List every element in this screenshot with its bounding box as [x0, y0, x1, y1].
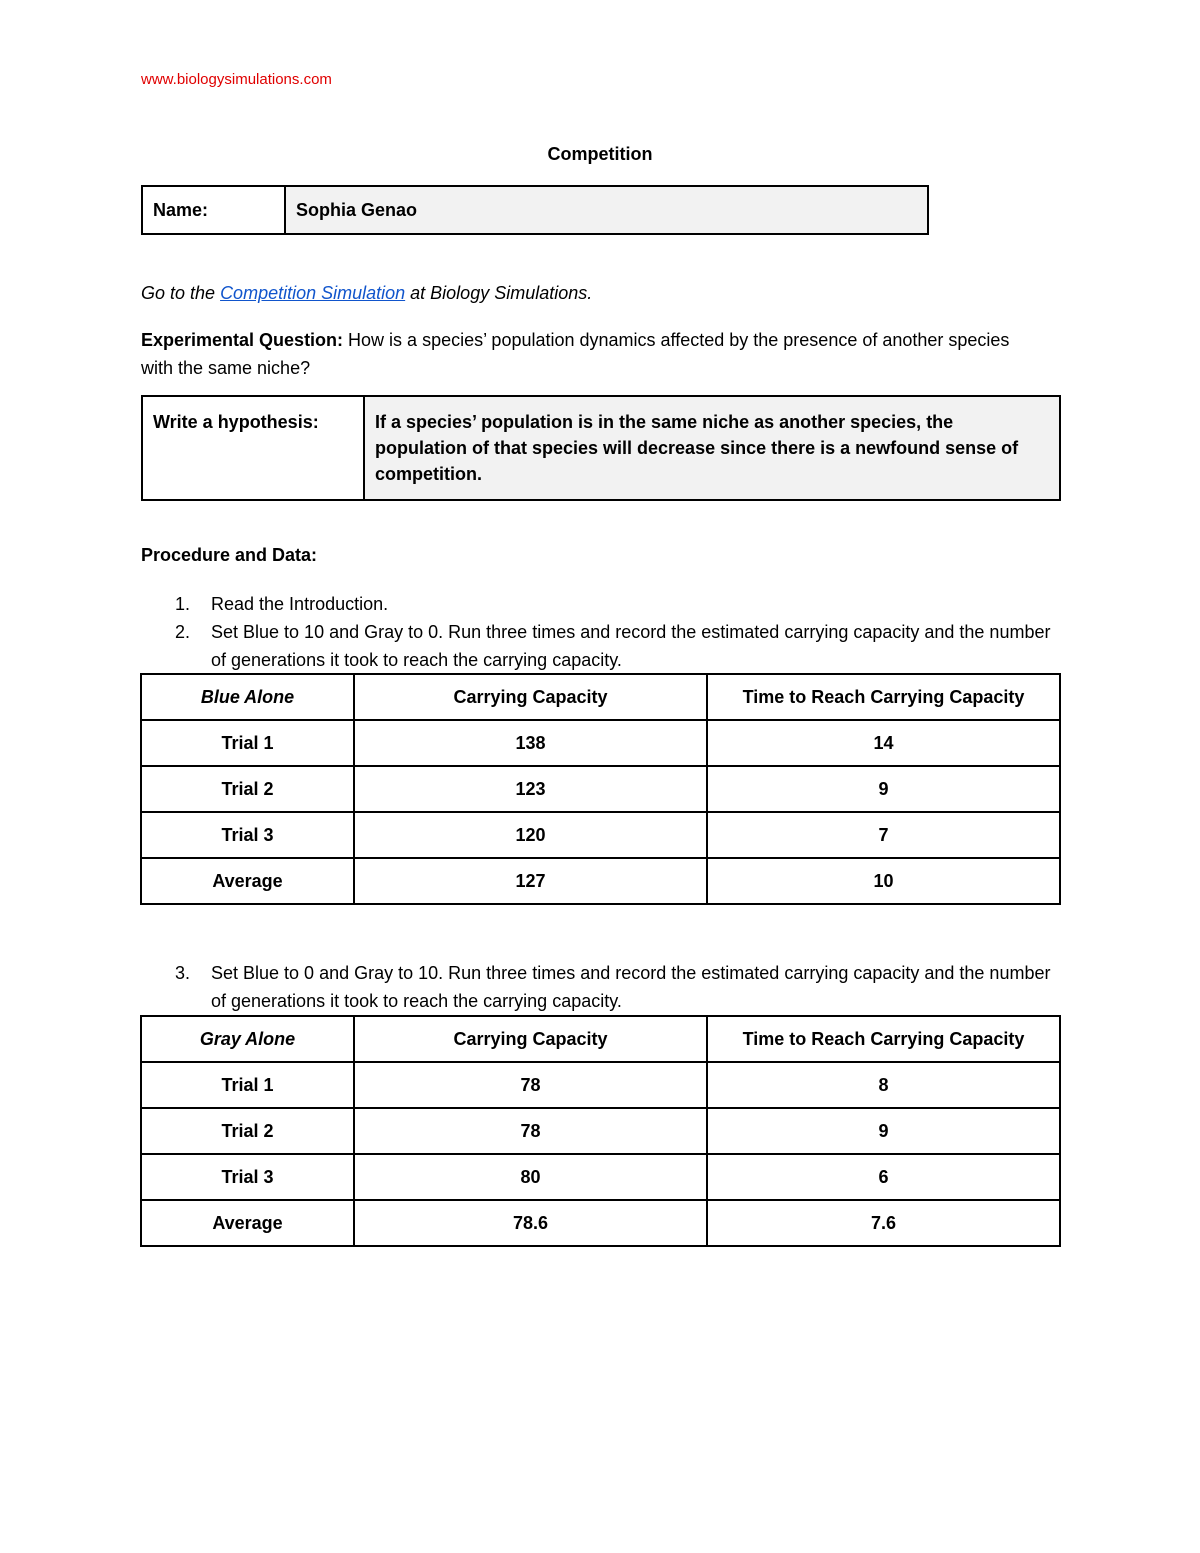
table-cell: 78	[354, 1062, 707, 1108]
table-header-cell: Carrying Capacity	[354, 1016, 707, 1062]
table-cell: 7.6	[707, 1200, 1060, 1246]
table-row	[141, 812, 1060, 858]
procedure-heading: Procedure and Data:	[141, 545, 318, 565]
question-text: How is a species’ population dynamics affected by the presence of another species with the same niche?	[141, 330, 1010, 378]
table-cell: 80	[354, 1154, 707, 1200]
table-header-cell: Gray Alone	[141, 1016, 354, 1062]
competition-simulation-link[interactable]: Competition Simulation	[220, 283, 406, 303]
table-cell: 120	[354, 812, 707, 858]
procedure-step-3	[141, 959, 1051, 1015]
table-cell: 7	[707, 812, 1060, 858]
site-url-link[interactable]: www.biologysimulations.com	[141, 71, 332, 88]
table-row	[141, 1154, 1060, 1200]
table-cell: 127	[354, 858, 707, 904]
table-cell: Trial 2	[141, 1108, 354, 1154]
table-row	[141, 1062, 1060, 1108]
blue-alone-table	[140, 673, 1061, 905]
procedure-step-1	[141, 590, 1041, 618]
document-title: Competition	[547, 144, 653, 164]
table-cell: 9	[707, 1108, 1060, 1154]
step-text: Read the Introduction.	[211, 594, 389, 614]
table-cell: 78.6	[354, 1200, 707, 1246]
table-row	[141, 1108, 1060, 1154]
gray-alone-table	[140, 1015, 1061, 1247]
instruction-suffix: at Biology Simulations.	[405, 283, 593, 303]
hypothesis-answer: If a species’ population is in the same niche as another species, the population of that species will decrease since there is a newfound sense of competition.	[364, 396, 1060, 500]
experimental-question	[141, 326, 1041, 382]
table-cell: 6	[707, 1154, 1060, 1200]
table-cell: 9	[707, 766, 1060, 812]
instruction-prefix: Go to the	[141, 283, 221, 303]
table-header-cell: Time to Reach Carrying Capacity	[707, 1016, 1060, 1062]
table-header-cell: Blue Alone	[141, 674, 354, 720]
table-row	[141, 1200, 1060, 1246]
table-row	[141, 766, 1060, 812]
table-cell: 8	[707, 1062, 1060, 1108]
table-cell: Trial 1	[141, 1062, 354, 1108]
step-text: Set Blue to 10 and Gray to 0. Run three times and record the estimated carrying capacity and the number of generations it took to reach the carrying capacity.	[211, 622, 1051, 670]
table-cell: 14	[707, 720, 1060, 766]
step-number: 1.	[175, 594, 191, 614]
hypothesis-table	[141, 395, 1061, 501]
table-cell: 10	[707, 858, 1060, 904]
name-value: Sophia Genao	[285, 186, 928, 234]
table-cell: 78	[354, 1108, 707, 1154]
table-cell: Trial 3	[141, 1154, 354, 1200]
table-cell: 123	[354, 766, 707, 812]
table-row	[141, 858, 1060, 904]
table-header-row	[141, 1016, 1060, 1062]
step-number: 2.	[175, 622, 191, 642]
table-row	[141, 720, 1060, 766]
hypothesis-label: Write a hypothesis:	[142, 396, 364, 500]
table-cell: Trial 1	[141, 720, 354, 766]
table-cell: Trial 3	[141, 812, 354, 858]
table-header-cell: Carrying Capacity	[354, 674, 707, 720]
name-label: Name:	[142, 186, 285, 234]
procedure-step-2	[141, 618, 1051, 674]
question-label: Experimental Question:	[141, 330, 344, 350]
table-cell: 138	[354, 720, 707, 766]
table-cell: Average	[141, 1200, 354, 1246]
table-cell: Trial 2	[141, 766, 354, 812]
step-number: 3.	[175, 963, 191, 983]
table-header-cell: Time to Reach Carrying Capacity	[707, 674, 1060, 720]
step-text: Set Blue to 0 and Gray to 10. Run three times and record the estimated carrying capacity and the number of generations it took to reach the carrying capacity.	[211, 963, 1051, 1011]
name-table	[141, 185, 929, 235]
instruction-line	[141, 283, 592, 304]
table-cell: Average	[141, 858, 354, 904]
table-header-row	[141, 674, 1060, 720]
